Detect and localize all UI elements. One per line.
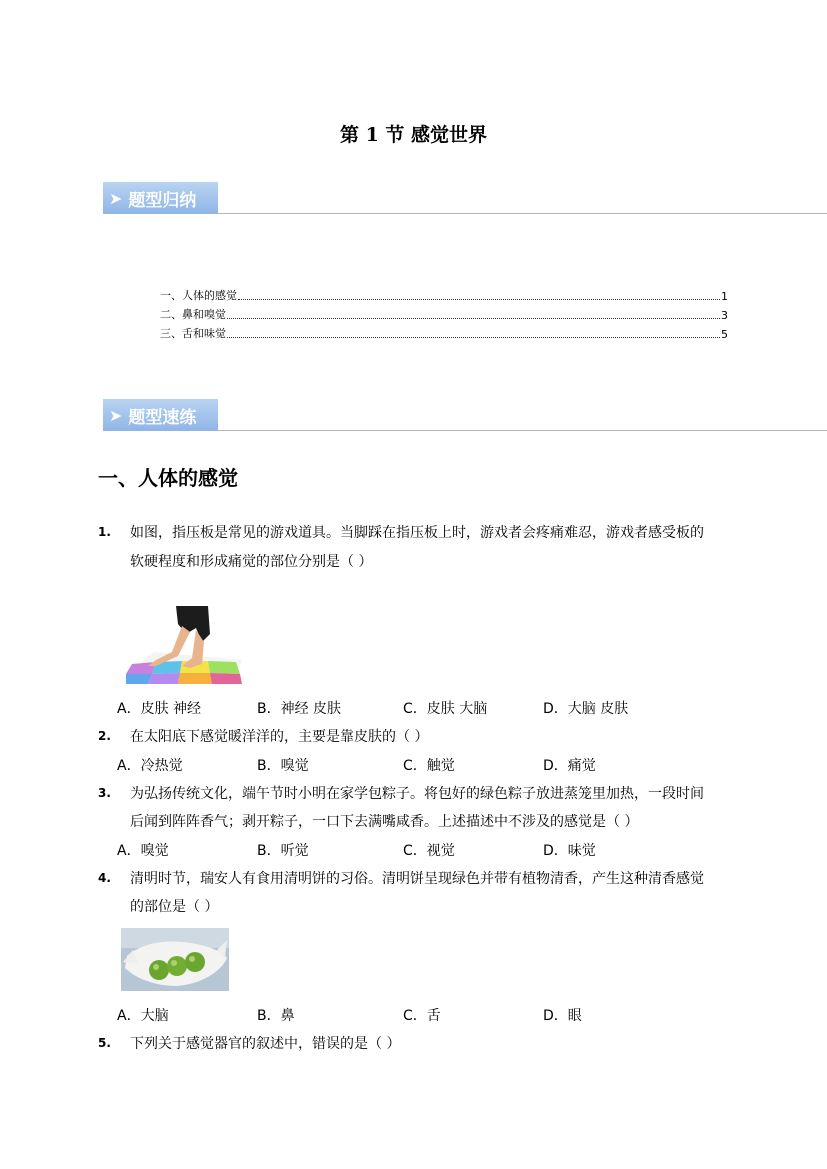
divider [218, 213, 827, 214]
arrow-right-icon: ➤ [109, 188, 123, 208]
option[interactable]: C．视觉 [403, 843, 455, 859]
toc-label: 三、舌和味觉 [160, 327, 226, 340]
option[interactable]: D．味觉 [543, 843, 596, 859]
question-text: 如图，指压板是常见的游戏道具。当脚踩在指压板上时，游戏者会疼痛难忍，游戏者感受板的 [130, 525, 704, 541]
question-number: 3. [98, 786, 111, 800]
section-heading: 一、人体的感觉 [98, 466, 238, 490]
option[interactable]: C．触觉 [403, 758, 455, 774]
acupressure-board-image [126, 604, 242, 684]
banner-label: 题型归纳 [128, 190, 197, 211]
page-title: 第 1 节 感觉世界 [339, 124, 488, 146]
toc-item[interactable] [160, 306, 728, 322]
banner-label: 题型速练 [128, 407, 197, 428]
option[interactable]: D．眼 [543, 1008, 582, 1024]
question-number: 5. [98, 1036, 111, 1050]
question-number: 4. [98, 871, 111, 885]
question-text: 的部位是（ ） [130, 899, 219, 915]
option[interactable]: D．大脑 皮肤 [543, 701, 629, 717]
divider [218, 430, 827, 431]
option[interactable]: C．皮肤 大脑 [403, 701, 488, 717]
toc-page: 5 [721, 328, 728, 341]
option[interactable]: D．痛觉 [543, 758, 596, 774]
toc-item[interactable] [160, 325, 728, 341]
option[interactable]: B．听觉 [257, 843, 309, 859]
question-text: 下列关于感觉器官的叙述中，错误的是（ ） [130, 1036, 401, 1052]
option[interactable]: B．神经 皮肤 [257, 701, 342, 717]
option[interactable]: B．鼻 [257, 1008, 295, 1024]
question-text: 为弘扬传统文化，端午节时小明在家学包粽子。将包好的绿色粽子放进蒸笼里加热，一段时间 [130, 786, 704, 802]
question-text: 后闻到阵阵香气；剥开粽子，一口下去满嘴咸香。上述描述中不涉及的感觉是（ ） [130, 814, 639, 830]
option[interactable]: A．大脑 [117, 1008, 169, 1024]
qingming-cake-image [121, 928, 229, 991]
toc-item[interactable] [160, 287, 728, 303]
arrow-right-icon: ➤ [109, 405, 123, 425]
option[interactable]: B．嗅觉 [257, 758, 309, 774]
option[interactable]: A．嗅觉 [117, 843, 169, 859]
question-number: 2. [98, 729, 111, 743]
option[interactable]: C．舌 [403, 1008, 441, 1024]
toc-page: 1 [721, 290, 728, 303]
toc-page: 3 [721, 309, 728, 322]
question-text: 在太阳底下感觉暖洋洋的，主要是靠皮肤的（ ） [130, 729, 429, 745]
question-number: 1. [98, 525, 111, 539]
option[interactable]: A．冷热觉 [117, 758, 183, 774]
section-banner-summary [103, 182, 218, 214]
question-text: 软硬程度和形成痛觉的部位分别是（ ） [130, 554, 373, 570]
toc-label: 二、鼻和嗅觉 [160, 308, 226, 321]
question-text: 清明时节，瑞安人有食用清明饼的习俗。清明饼呈现绿色并带有植物清香，产生这种清香感觉 [130, 871, 704, 887]
section-banner-practice [103, 399, 218, 431]
option[interactable]: A．皮肤 神经 [117, 701, 202, 717]
toc-label: 一、人体的感觉 [160, 289, 237, 302]
